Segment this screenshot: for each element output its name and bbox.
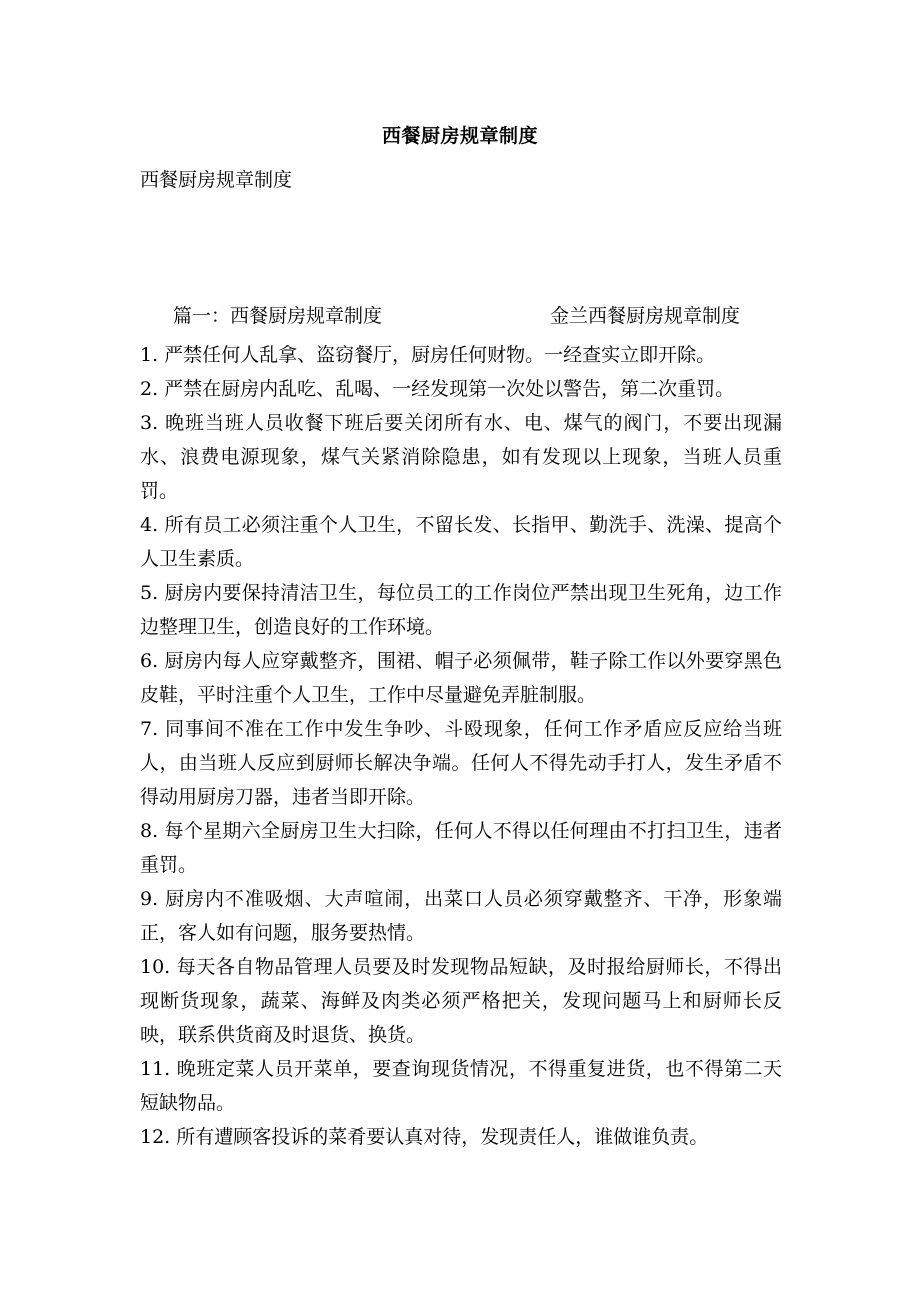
section-heading-left: 篇一：西餐厨房规章制度: [173, 305, 383, 327]
rule-item-10: 10. 每天各自物品管理人员要及时发现物品短缺，及时报给厨师长，不得出现断货现象，蔬菜、海鲜及肉类必须严格把关，发现问题马上和厨师长反映，联系供货商及时退货、换货。: [140, 956, 782, 1046]
rule-item-3: 3. 晚班当班人员收餐下班后要关闭所有水、电、煤气的阀门，不要出现漏水、浪费电源现象，煤气关紧消除隐患，如有发现以上现象，当班人员重罚。: [140, 412, 782, 502]
document-subtitle: 西餐厨房规章制度: [140, 169, 293, 191]
rule-item-4: 4. 所有员工必须注重个人卫生，不留长发、长指甲、勤洗手、洗澡、提高个人卫生素质。: [140, 514, 782, 570]
rule-item-8: 8. 每个星期六全厨房卫生大扫除，任何人不得以任何理由不打扫卫生，违者重罚。: [140, 820, 782, 876]
document-title: 西餐厨房规章制度: [381, 125, 538, 147]
rule-item-1: 1. 严禁任何人乱拿、盗窃餐厅，厨房任何财物。一经查实立即开除。: [140, 344, 716, 366]
section-heading-right: 金兰西餐厨房规章制度: [550, 305, 741, 327]
rule-item-12: 12. 所有遭顾客投诉的菜肴要认真对待，发现责任人，谁做谁负责。: [140, 1126, 709, 1148]
rule-item-6: 6. 厨房内每人应穿戴整齐，围裙、帽子必须佩带，鞋子除工作以外要穿黑色皮鞋，平时注重个人卫生，工作中尽量避免弄脏制服。: [140, 650, 782, 706]
rule-item-5: 5. 厨房内要保持清洁卫生，每位员工的工作岗位严禁出现卫生死角，边工作边整理卫生，创造良好的工作环境。: [140, 582, 782, 638]
rule-item-9: 9. 厨房内不准吸烟、大声喧闹，出菜口人员必须穿戴整齐、干净，形象端正，客人如有问题，服务要热情。: [140, 888, 782, 944]
section-heading: [173, 302, 741, 330]
rule-item-11: 11. 晚班定菜人员开菜单，要查询现货情况，不得重复进货，也不得第二天短缺物品。: [140, 1058, 782, 1114]
rules-list: [140, 338, 782, 1154]
rule-item-2: 2. 严禁在厨房内乱吃、乱喝、一经发现第一次处以警告，第二次重罚。: [140, 378, 735, 400]
rule-item-7: 7. 同事间不准在工作中发生争吵、斗殴现象，任何工作矛盾应反应给当班人，由当班人反应到厨师长解决争端。任何人不得先动手打人，发生矛盾不得动用厨房刀器，违者当即开除。: [140, 718, 782, 808]
